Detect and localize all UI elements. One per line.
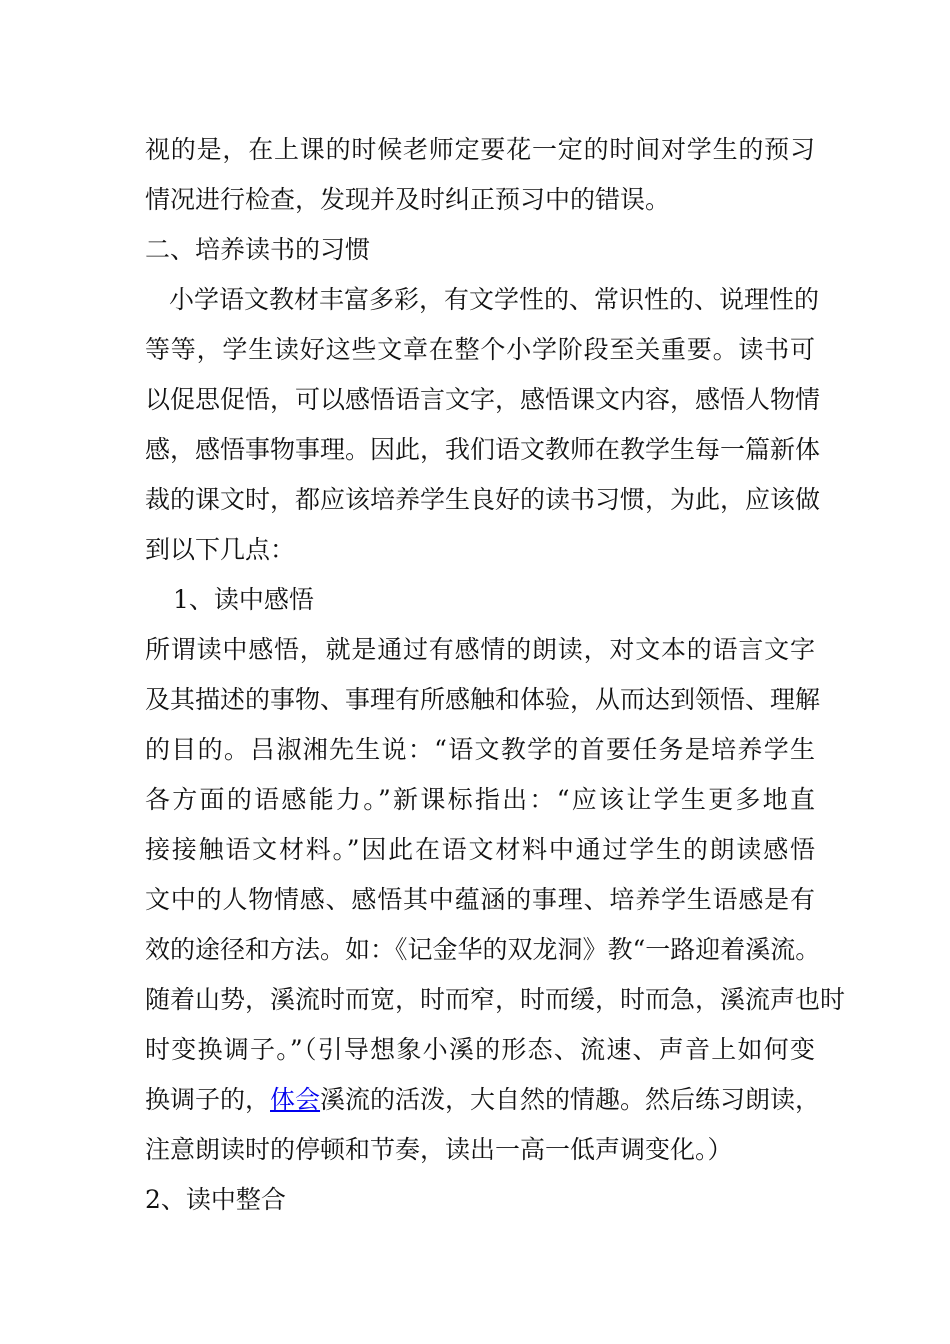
text-line: 情况进行检查，发现并及时纠正预习中的错误。 bbox=[145, 185, 671, 214]
subsection-heading: 2、读中整合 bbox=[145, 1185, 286, 1214]
text-line: 随着山势，溪流时而宽，时而窄，时而缓，时而急，溪流声也时 bbox=[145, 985, 846, 1014]
text-line: 接接触语文材料。”因此在语文材料中通过学生的朗读感悟 bbox=[145, 835, 815, 864]
text-line: 到以下几点： bbox=[145, 535, 296, 564]
text-line: 各方面的语感能力。”新课标指出：“应该让学生更多地直 bbox=[145, 785, 815, 814]
subsection-heading: 1、读中感悟 bbox=[173, 585, 314, 614]
text-fragment: 换调子的， bbox=[145, 1085, 271, 1114]
text-line: 时变换调子。”（引导想象小溪的形态、流速、声音上如何变 bbox=[145, 1035, 815, 1064]
document-body bbox=[145, 125, 846, 1225]
text-line: 小学语文教材丰富多彩，有文学性的、常识性的、说理性的 bbox=[169, 285, 820, 314]
text-line bbox=[145, 1075, 821, 1125]
text-line: 注意朗读时的停顿和节奏，读出一高一低声调变化。） bbox=[145, 1135, 733, 1164]
text-line: 的目的。吕淑湘先生说：“语文教学的首要任务是培养学生 bbox=[145, 735, 815, 764]
text-line: 感，感悟事物事理。因此，我们语文教师在教学生每一篇新体 bbox=[145, 435, 821, 464]
text-fragment: 溪流的活泼，大自然的情趣。然后练习朗读， bbox=[320, 1085, 821, 1114]
text-line: 以促思促悟，可以感悟语言文字，感悟课文内容，感悟人物情 bbox=[145, 385, 821, 414]
section-heading: 二、培养读书的习惯 bbox=[145, 235, 371, 264]
text-line: 等等，学生读好这些文章在整个小学阶段至关重要。读书可 bbox=[145, 335, 815, 364]
text-line: 所谓读中感悟，就是通过有感情的朗读，对文本的语言文字 bbox=[145, 635, 815, 664]
text-line: 及其描述的事物、事理有所感触和体验，从而达到领悟、理解 bbox=[145, 685, 821, 714]
text-line: 文中的人物情感、感悟其中蕴涵的事理、培养学生语感是有 bbox=[145, 885, 815, 914]
text-line: 裁的课文时，都应该培养学生良好的读书习惯，为此，应该做 bbox=[145, 485, 821, 514]
text-line: 效的途径和方法。如：《记金华的双龙洞》教“一路迎着溪流。 bbox=[145, 935, 821, 964]
text-line: 视的是，在上课的时候老师定要花一定的时间对学生的预习 bbox=[145, 135, 815, 164]
link-tihui[interactable]: 体会 bbox=[270, 1085, 321, 1114]
